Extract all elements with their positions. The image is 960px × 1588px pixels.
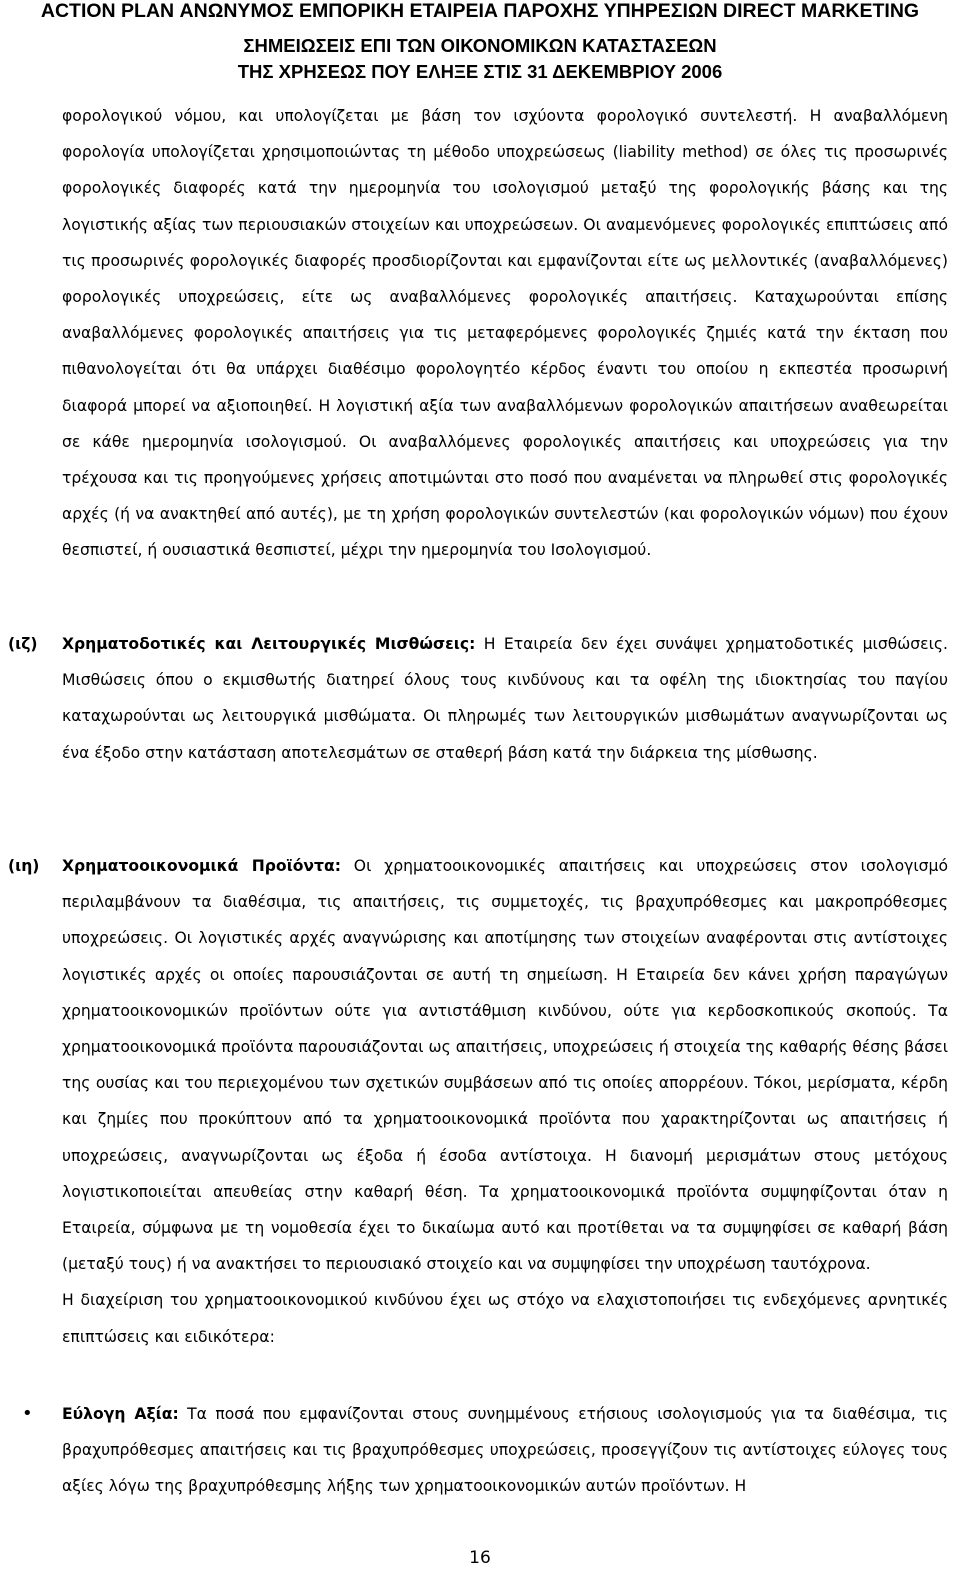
fair-value-bullet bbox=[22, 1396, 948, 1505]
deferred-tax-paragraph: φορολογικού νόμου, και υπολογίζεται με βάση τον ισχύοντα φορολογικό συντελεστή. Η αναβαλλόμενη φορολογία υπολογίζεται χρησιμοποιώντας τη μέθοδο υποχρεώσεως (liability method) σε όλες τις προσωρινές φορολογικές διαφορές κατά την ημερομηνία του ισολογισμού μεταξύ της φορολογικής βάσης και της λογιστικής αξίας των περιουσιακών στοιχείων και υποχρεώσεων. Οι αναμενόμενες φορολογικές επιπτώσεις από τις προσωρινές φορολογικές διαφορές προσδιορίζονται και εμφανίζονται είτε ως μελλοντικές (αναβαλλόμενες) φορολογικές υποχρεώσεις, είτε ως αναβαλλόμενες φορολογικές απαιτήσεις. Καταχωρούνται επίσης αναβαλλόμενες φορολογικές απαιτήσεις για τις μεταφερόμενες φορολογικές ζημιές κατά την έκταση που πιθανολογείται ότι θα υπάρχει διαθέσιμο φορολογητέο κέρδος έναντι του οποίου η εκπεστέα προσωρινή διαφορά μπορεί να αξιοποιηθεί. Η λογιστική αξία των αναβαλλόμενων φορολογικών απαιτήσεων αναθεωρείται σε κάθε ημερομηνία ισολογισμού. Οι αναβαλλόμενες φορολογικές απαιτήσεις και υποχρεώσεις για την τρέχουσα και τις προηγούμενες χρήσεις αποτιμώνται στο ποσό που αναμένεται να πληρωθεί στις φορολογικές αρχές (ή να ανακτηθεί από αυτές), με τη χρήση φορολογικών συντελεστών (και φορολογικών νόμων) που έχουν θεσπιστεί, ή ουσιαστικά θεσπιστεί, μέχρι την ημερομηνία του Ισολογισμού. bbox=[62, 107, 948, 560]
financial-instruments-text: Οι χρηματοοικονομικές απαιτήσεις και υποχρεώσεις στον ισολογισμό περιλαμβάνουν τα διαθέσιμα, τις απαιτήσεις, τις συμμετοχές, τις βραχυπρόθεσμες και μακροπρόθεσμες υποχρεώσεις. Οι λογιστικές αρχές αναγνώρισης και αποτίμησης των στοιχείων αναφέρονται στις αντίστοιχες λογιστικές αρχές οι οποίες παρουσιάζονται σε αυτή τη σημείωση. Η Εταιρεία δεν κάνει χρήση παραγώγων χρηματοοικονομικών προϊόντων ούτε για αντιστάθμιση κινδύνου, ούτε για κερδοσκοπικούς σκοπούς. Τα χρηματοοικονομικά προϊόντα παρουσιάζονται ως απαιτήσεις, υποχρεώσεις ή στοιχεία της καθαρής θέσης βάσει της ουσίας και του περιεχομένου των σχετικών συμβάσεων από τις οποίες απορρέουν. Τόκοι, μερίσματα, κέρδη και ζημίες που προκύπτουν από τα χρηματοοικονομικά προϊόντα που χαρακτηρίζονται ως απαιτήσεις ή υποχρεώσεις, αναγνωρίζονται ως έξοδα ή έσοδα αντίστοιχα. Η διανομή μερισμάτων στους μετόχους λογιστικοποιείται απευθείας στην καθαρή θέση. Τα χρηματοοικονομικά προϊόντα συμψηφίζονται όταν η Εταιρεία, σύμφωνα με τη νομοθεσία έχει το δικαίωμα αυτό και προτίθεται να τα συμψηφίσει σε καθαρή βάση (μεταξύ τους) ή να ανακτήσει το περιουσιακό στοιχείο και να συμψηφίσει την υποχρέωση ταυτόχρονα. bbox=[62, 857, 948, 1274]
leases-heading: Χρηματοδοτικές και Λειτουργικές Μισθώσεις: bbox=[62, 635, 476, 653]
leases-section bbox=[8, 626, 948, 771]
fair-value-text: Τα ποσά που εμφανίζονται στους συνημμένους ετήσιους ισολογισμούς για τα διαθέσιμα, τις βραχυπρόθεσμες απαιτήσεις και τις βραχυπρόθεσμες υποχρεώσεις, προσεγγίζουν τις αντίστοιχες εύλογες τους αξίες λόγω της βραχυπρόθεσμης λήξης των χρηματοοικονομικών αυτών προϊόντων. Η bbox=[62, 1405, 948, 1496]
fair-value-heading: Εύλογη Αξία: bbox=[62, 1405, 179, 1423]
section-marker-iz: (ιζ) bbox=[8, 635, 38, 653]
bullet-icon: • bbox=[22, 1403, 33, 1424]
document-header bbox=[0, 0, 960, 85]
risk-management-intro: Η διαχείριση του χρηματοοικονομικού κινδύνου έχει ως στόχο να ελαχιστοποιήσει τις ενδεχόμενες αρνητικές επιπτώσεις και ειδικότερα: bbox=[62, 1291, 948, 1346]
leases-text: Η Εταιρεία δεν έχει συνάψει χρηματοδοτικές μισθώσεις. Μισθώσεις όπου ο εκμισθωτής διατηρεί όλους τους κινδύνους και τα οφέλη της ιδιοκτησίας του παγίου καταχωρούνται ως λειτουργικά μισθώματα. Οι πληρωμές των λειτουργικών μισθωμάτων αναγνωρίζονται ως ένα έξοδο στην κατάσταση αποτελεσμάτων σε σταθερή βάση κατά την διάρκεια της μίσθωσης. bbox=[62, 635, 948, 762]
company-name: ACTION PLAN ΑΝΩΝΥΜΟΣ ΕΜΠΟΡΙΚΗ ΕΤΑΙΡΕΙΑ ΠΑΡΟΧΗΣ ΥΠΗΡΕΣΙΩΝ DIRECT MARKETING bbox=[40, 0, 920, 22]
notes-title: ΣΗΜΕΙΩΣΕΙΣ ΕΠΙ ΤΩΝ ΟΙΚΟΝΟΜΙΚΩΝ ΚΑΤΑΣΤΑΣΕΩΝ bbox=[243, 35, 717, 56]
fiscal-year-title: ΤΗΣ ΧΡΗΣΕΩΣ ΠΟΥ ΕΛΗΞΕ ΣΤΙΣ 31 ΔΕΚΕΜΒΡΙΟΥ 2006 bbox=[237, 61, 723, 82]
page-number: 16 bbox=[469, 1548, 491, 1568]
section-marker-ih: (ιη) bbox=[8, 857, 40, 875]
financial-instruments-heading: Χρηματοοικονομικά Προϊόντα: bbox=[62, 857, 341, 875]
financial-instruments-section bbox=[8, 848, 948, 1355]
